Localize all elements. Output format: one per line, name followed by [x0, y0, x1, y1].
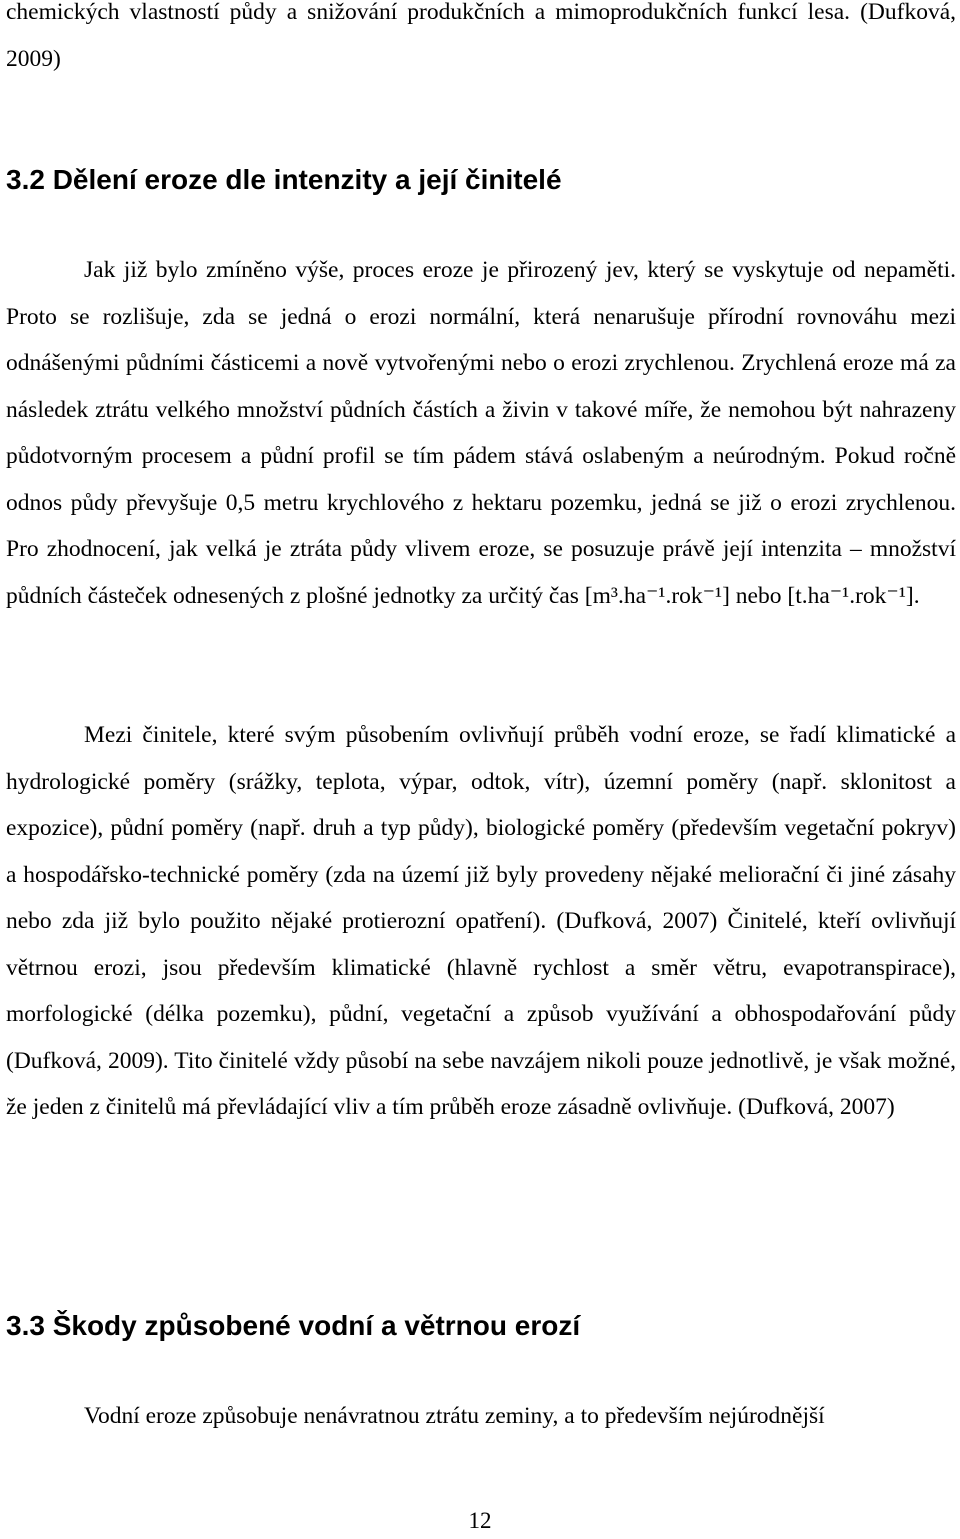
- section-heading-3-2: 3.2 Dělení eroze dle intenzity a její činitelé: [6, 164, 562, 195]
- page-number: 12: [468, 1508, 492, 1533]
- paragraph-intro-continuation: chemických vlastností půdy a snižování produkčních a mimoprodukčních funkcí lesa. (Dufková, 2009): [6, 0, 956, 72]
- section-heading-3-3: 3.3 Škody způsobené vodní a větrnou erozí: [6, 1310, 581, 1341]
- paragraph-erosion-factors: Mezi činitele, které svým působením ovlivňují průběh vodní eroze, se řadí klimatické a hydrologické poměry (srážky, teplota, výpar, odtok, vítr), územní poměry (např. sklonitost a expozice), půdní poměry (např. druh a typ půdy), biologické poměry (především vegetační pokryv) a hospodářsko-technické poměry (zda na území již byly provedeny nějaké meliorační či jiné zásahy nebo zda již bylo použito nějaké protierozní opatření). (Dufková, 2007) Činitelé, kteří ovlivňují větrnou erozi, jsou především klimatické (hlavně rychlost a směr větru, evapotranspirace), morfologické (délka pozemku), půdní, vegetační a způsob využívání a obhospodařování půdy (Dufková, 2009). Tito činitelé vždy působí na sebe navzájem nikoli pouze jednotlivě, je však možné, že jeden z činitelů má převládající vliv a tím průběh eroze zásadně ovlivňuje. (Dufková, 2007): [6, 722, 956, 1120]
- paragraph-erosion-intensity: Jak již bylo zmíněno výše, proces eroze je přirozený jev, který se vyskytuje od nepaměti. Proto se rozlišuje, zda se jedná o erozi normální, která nenarušuje přírodní rovnováhu mezi odnášenými půdními částicemi a nově vytvořenými nebo o erozi zrychlenou. Zrychlená eroze má za následek ztrátu velkého množství půdních částích a živin v takové míře, že nemohou být nahrazeny půdotvorným procesem a půdní profil se tím pádem stává oslabeným a neúrodným. Pokud ročně odnos půdy převyšuje 0,5 metru krychlového z hektaru pozemku, jedná se již o erozi zrychlenou. Pro zhodnocení, jak velká je ztráta půdy vlivem eroze, se posuzuje právě její intenzita – množství půdních částeček odnesených z plošné jednotky za určitý čas [m³.ha⁻¹.rok⁻¹] nebo [t.ha⁻¹.rok⁻¹].: [6, 257, 956, 609]
- paragraph-water-erosion-damage: Vodní eroze způsobuje nenávratnou ztrátu zeminy, a to především nejúrodnější: [84, 1403, 825, 1429]
